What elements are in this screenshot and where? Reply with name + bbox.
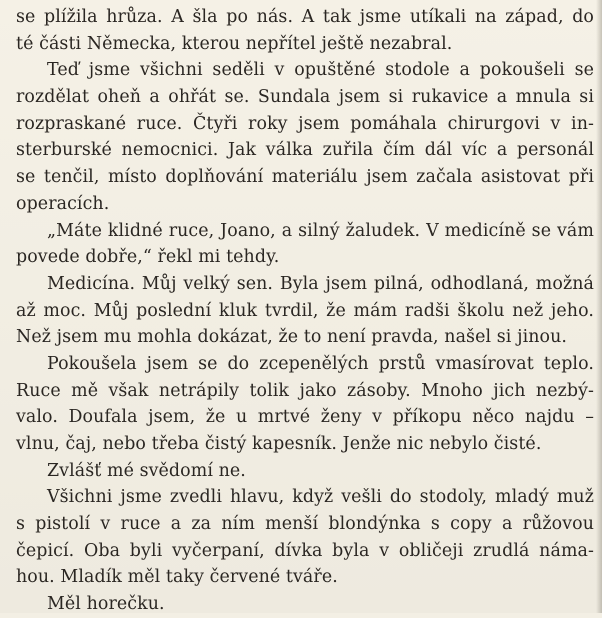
text-line: se tenčil, místo doplňování materiálu jsem začala asistovat při [16, 167, 594, 188]
text-line: operacích. [16, 193, 110, 214]
text-line: Všichni jsme zvedli hlavu, když vešli do stodoly, mladý muž [47, 487, 594, 508]
text-line: hou. Mladík měl taky červené tváře. [16, 567, 338, 588]
text-line: Pokoušela jsem se do zcepenělých prstů vmasírovat teplo. [47, 353, 594, 374]
body-text [16, 4, 594, 618]
text-line: čepicí. Oba byli vyčerpaní, dívka byla v obličeji zrudlá náma- [16, 540, 594, 561]
text-line: Teď jsme všichni seděli v opuštěné stodole a pokoušeli se [47, 60, 594, 81]
text-line: rozdělat oheň a ohřát se. Sundala jsem si rukavice a mnula si [16, 87, 594, 108]
text-line: Než jsem mu mohla dokázat, že to není pravda, našel si jinou. [16, 327, 568, 348]
text-line: Zvlášť mé svědomí ne. [47, 460, 246, 481]
text-line: Ruce mě však netrápily tolik jako zásoby. Mnoho jich nezbý- [16, 380, 594, 401]
text-line: s pistolí v ruce a za ním menší blondýnka s copy a růžovou [16, 514, 594, 535]
text-line: sterburské nemocnici. Jak válka zuřila čím dál víc a personál [16, 140, 594, 161]
text-line: rozpraskané ruce. Čtyři roky jsem pomáhala chirurgovi v in- [16, 113, 594, 134]
page-edge-shadow [596, 0, 602, 613]
text-line: se plížila hrůza. A šla po nás. A tak jsme utíkali na západ, do [16, 7, 594, 27]
text-line: povede dobře,“ řekl mi tehdy. [16, 247, 280, 268]
text-line: vlnu, čaj, nebo třeba čistý kapesník. Jenže nic nebylo čisté. [16, 434, 542, 454]
text-line: „Máte klidné ruce, Joano, a silný žaludek. V medicíně se vám [47, 220, 594, 241]
text-line: valo. Doufala jsem, že u mrtvé ženy v příkopu něco najdu – [16, 407, 594, 428]
text-line: té části Německa, kterou nepřítel ještě nezabral. [16, 33, 453, 54]
text-line: až moc. Můj poslední kluk tvrdil, že mám radši školu než jeho. [16, 300, 594, 321]
text-line: Měl horečku. [47, 594, 165, 615]
text-line: Medicína. Můj velký sen. Byla jsem pilná, odhodlaná, možná [47, 273, 594, 294]
